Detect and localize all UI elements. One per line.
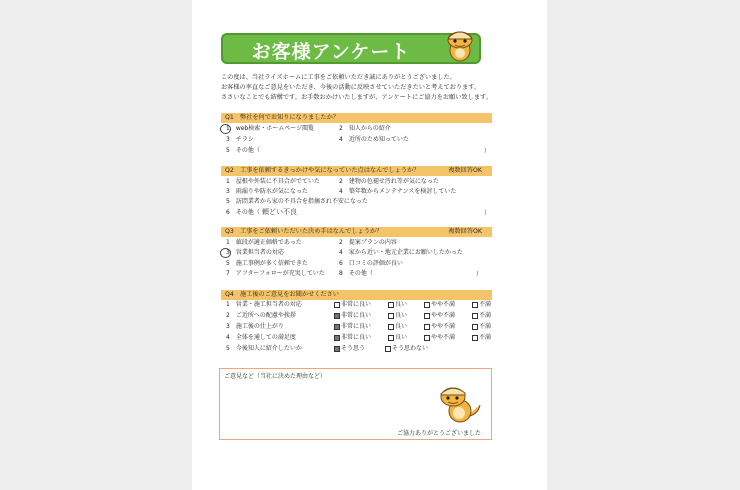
- scale-label: 非常に良い: [341, 334, 372, 341]
- q4-row-5-yes[interactable]: [334, 345, 365, 353]
- q4-row-3-good[interactable]: [388, 323, 407, 331]
- q4-row-3-somewhat-bad[interactable]: [424, 323, 455, 331]
- q4-row-1: 1 営業・施工担当者の対応: [226, 301, 302, 308]
- scale-label: やや不満: [431, 334, 456, 341]
- q2-option-3[interactable]: 3 雨漏りや防水が気になった: [226, 188, 308, 195]
- scale-label: 非常に良い: [341, 312, 372, 319]
- recommend-label: そう思う: [341, 345, 366, 352]
- feedback-label: ご意見など（当社に決めた理由など）: [224, 373, 327, 380]
- checkbox-icon: [388, 335, 394, 341]
- scale-label: 不満: [479, 334, 492, 341]
- checkbox-icon: [424, 313, 430, 319]
- q2-option-1[interactable]: 1 屋根や外装に不具合がでていた: [226, 178, 320, 185]
- q4-row-1-somewhat-bad[interactable]: [424, 301, 455, 309]
- q4-row-3-bad[interactable]: [472, 323, 491, 331]
- recommend-label: そう思わない: [392, 345, 429, 352]
- q4-row-4: 4 全体を通しての満足度: [226, 334, 296, 341]
- q2-option-5[interactable]: 5 訪問業者から家の不具合を指摘され不安になった: [226, 198, 368, 205]
- q3-option-4[interactable]: 4 家から近い・地元企業にお願いしたかった: [339, 249, 463, 256]
- q3-option-1[interactable]: 1 値段が適正価格であった: [226, 239, 302, 246]
- q4-row-4-good[interactable]: [388, 334, 407, 342]
- intro-line: お客様の率直なご意見をいただき、今後の活動に反映させていただきたいと考えております。: [221, 84, 481, 91]
- q3-option-5[interactable]: 5 施工事例が多く信頼できた: [226, 260, 308, 267]
- checkbox-icon: [385, 346, 391, 352]
- q4-row-2-bad[interactable]: [472, 312, 491, 320]
- q4-row-4-very-good[interactable]: [334, 334, 371, 342]
- scale-label: やや不満: [431, 301, 456, 308]
- q4-row-5: 5 今後知人に紹介したいか: [226, 345, 302, 352]
- checkbox-icon: [472, 302, 478, 308]
- checkbox-icon: [424, 302, 430, 308]
- scale-label: 不満: [479, 323, 492, 330]
- q2-option-4[interactable]: 4 築年数からメンテナンスを検討していた: [339, 188, 457, 195]
- q3-header: [221, 227, 492, 237]
- q4-row-2-very-good[interactable]: [334, 312, 371, 320]
- q4-row-2-somewhat-bad[interactable]: [424, 312, 455, 320]
- q4-row-2: 2 ご近所への配慮や挨拶: [226, 312, 296, 319]
- checkbox-icon: [472, 324, 478, 330]
- q3-close-paren: ）: [476, 271, 483, 278]
- thanks-text: ご協力ありがとうございました: [396, 430, 481, 437]
- q1-title: Q1 弊社を何でお知りになりましたか？: [225, 114, 339, 121]
- scale-label: 不満: [479, 301, 492, 308]
- q4-row-1-good[interactable]: [388, 301, 407, 309]
- scale-label: やや不満: [431, 312, 456, 319]
- q1-option-3[interactable]: 3 チラシ: [226, 136, 254, 143]
- q4-title: Q4 施工後のご意見をお聞かせください: [225, 291, 339, 298]
- q4-row-5-no[interactable]: [385, 345, 428, 353]
- q1-close-paren: ）: [484, 148, 491, 155]
- scale-label: 良い: [395, 301, 408, 308]
- checkbox-checked-icon: [334, 346, 340, 352]
- intro-line: ささいなことでも結構です。お手数おかけいたしますが、アンケートにご協力をお願い致します。: [221, 94, 492, 101]
- checkbox-checked-icon: [334, 335, 340, 341]
- intro-line: この度は、当社ライズホームに工事をご依頼いただき誠にありがとうございました。: [221, 74, 456, 81]
- scale-label: 良い: [395, 323, 408, 330]
- q1-header: [221, 113, 492, 123]
- q4-row-3: 3 施工後の仕上がり: [226, 323, 284, 330]
- dinosaur-mascot-icon: [436, 383, 482, 425]
- q4-row-2-good[interactable]: [388, 312, 407, 320]
- page-title: お客様アンケート: [251, 41, 411, 63]
- checkbox-icon: [388, 302, 394, 308]
- q2-title: Q2 工事を依頼するきっかけや気になっていた点はなんでしょうか？: [225, 167, 420, 174]
- q3-option-6[interactable]: 6 口コミの評価が良い: [339, 260, 403, 267]
- q3-title: Q3 工事をご依頼いただいた決め手はなんでしょうか？: [225, 228, 383, 235]
- checkbox-icon: [424, 335, 430, 341]
- q4-row-1-very-good[interactable]: [334, 301, 371, 309]
- q1-option-5[interactable]: 5 その他（: [226, 147, 260, 154]
- q3-option-3[interactable]: 3 営業担当者の対応: [226, 249, 284, 256]
- checkbox-icon: [472, 313, 478, 319]
- intro-text: [221, 73, 492, 103]
- q1-option-2[interactable]: 2 知人からの紹介: [339, 125, 391, 132]
- q1-option-1[interactable]: 1 web検索・ホームページ閲覧: [226, 125, 315, 132]
- q4-header: [221, 290, 492, 300]
- checkbox-icon: [388, 313, 394, 319]
- q2-option-2[interactable]: 2 建物の色褪せ汚れ等が気になった: [339, 178, 439, 185]
- checkbox-checked-icon: [334, 324, 340, 330]
- q2-multi-note: 複数回答OK: [448, 167, 482, 174]
- dinosaur-mascot-icon: [440, 28, 480, 64]
- checkbox-icon: [334, 302, 340, 308]
- q3-option-8[interactable]: 8 その他（: [339, 270, 373, 277]
- q4-row-4-bad[interactable]: [472, 334, 491, 342]
- q2-header: [221, 166, 492, 176]
- checkbox-icon: [388, 324, 394, 330]
- q1-option-4[interactable]: 4 近所のため知っていた: [339, 136, 409, 143]
- q2-option-6[interactable]: 6 その他（: [226, 209, 260, 216]
- q4-row-1-bad[interactable]: [472, 301, 491, 309]
- q4-row-4-somewhat-bad[interactable]: [424, 334, 455, 342]
- scale-label: 非常に良い: [341, 301, 372, 308]
- checkbox-icon: [424, 324, 430, 330]
- q2-close-paren: ）: [484, 210, 491, 217]
- q4-row-3-very-good[interactable]: [334, 323, 371, 331]
- q3-option-2[interactable]: 2 提案プランの内容: [339, 239, 397, 246]
- scale-label: 非常に良い: [341, 323, 372, 330]
- checkbox-icon: [472, 335, 478, 341]
- q2-other-handwritten: 頼どい不良: [262, 208, 297, 216]
- scale-label: やや不満: [431, 323, 456, 330]
- q3-option-7[interactable]: 7 アフターフォローが充実していた: [226, 270, 325, 277]
- scale-label: 不満: [479, 312, 492, 319]
- scale-label: 良い: [395, 334, 408, 341]
- checkbox-checked-icon: [334, 313, 340, 319]
- scale-label: 良い: [395, 312, 408, 319]
- q3-multi-note: 複数回答OK: [448, 228, 482, 235]
